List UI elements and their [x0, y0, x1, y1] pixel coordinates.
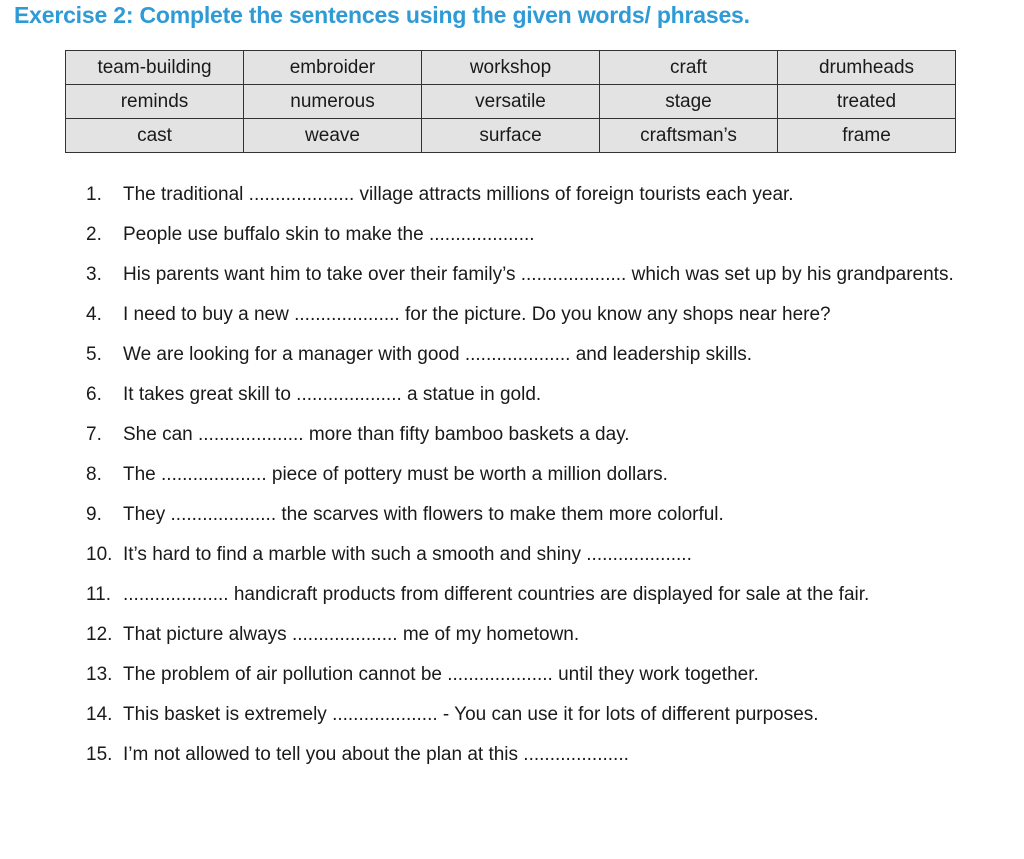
sentence-list	[86, 178, 996, 778]
word-bank-table	[65, 50, 956, 153]
sentence-item	[86, 178, 996, 212]
sentence-item	[86, 338, 996, 372]
sentence-item	[86, 218, 996, 252]
sentence-number: 6.	[86, 384, 102, 405]
sentence-item	[86, 298, 996, 332]
sentence-text: This basket is extremely .................... - You can use it for lots of different purposes.	[123, 704, 819, 725]
sentence-text: That picture always .................... me of my hometown.	[123, 624, 580, 645]
sentence-text: We are looking for a manager with good .................... and leadership skills.	[123, 344, 753, 365]
sentence-number: 5.	[86, 344, 102, 365]
sentence-text: It takes great skill to .................... a statue in gold.	[123, 384, 542, 405]
sentence-item	[86, 698, 996, 732]
sentence-number: 14.	[86, 704, 113, 725]
word-bank-row	[66, 51, 956, 85]
sentence-text: It’s hard to find a marble with such a smooth and shiny ....................	[123, 544, 692, 565]
sentence-number: 2.	[86, 224, 102, 245]
sentence-number: 10.	[86, 544, 113, 565]
exercise-title: Exercise 2: Complete the sentences using the given words/ phrases.	[14, 2, 750, 28]
sentence-text: The .................... piece of pottery must be worth a million dollars.	[123, 464, 668, 485]
sentence-number: 3.	[86, 264, 102, 285]
word-cell: embroider	[244, 51, 422, 85]
sentence-number: 8.	[86, 464, 102, 485]
sentence-item	[86, 738, 996, 772]
sentence-item	[86, 258, 996, 292]
sentence-text: They .................... the scarves with flowers to make them more colorful.	[123, 504, 724, 525]
sentence-number: 12.	[86, 624, 113, 645]
word-bank-row	[66, 85, 956, 119]
sentence-text: I’m not allowed to tell you about the plan at this ....................	[123, 744, 629, 765]
sentence-item	[86, 458, 996, 492]
sentence-number: 15.	[86, 744, 113, 765]
sentence-number: 7.	[86, 424, 102, 445]
sentence-item	[86, 578, 996, 612]
word-cell: workshop	[422, 51, 600, 85]
sentence-text: The traditional .................... village attracts millions of foreign tourists each year.	[123, 184, 794, 205]
sentence-text: She can .................... more than fifty bamboo baskets a day.	[123, 424, 630, 445]
word-cell: surface	[422, 119, 600, 153]
sentence-text: His parents want him to take over their family’s .................... which was set up by his grandparents.	[123, 264, 954, 285]
word-bank-row	[66, 119, 956, 153]
sentence-item	[86, 418, 996, 452]
sentence-text: I need to buy a new .................... for the picture. Do you know any shops near here?	[123, 304, 831, 325]
word-cell: cast	[66, 119, 244, 153]
sentence-text: People use buffalo skin to make the ....................	[123, 224, 535, 245]
word-cell: treated	[778, 85, 956, 119]
sentence-number: 1.	[86, 184, 102, 205]
word-cell: reminds	[66, 85, 244, 119]
sentence-item	[86, 378, 996, 412]
sentence-item	[86, 538, 996, 572]
sentence-number: 9.	[86, 504, 102, 525]
word-cell: versatile	[422, 85, 600, 119]
sentence-text: .................... handicraft products from different countries are displayed for sale at the fair.	[123, 584, 870, 605]
word-cell: stage	[600, 85, 778, 119]
word-cell: numerous	[244, 85, 422, 119]
sentence-number: 4.	[86, 304, 102, 325]
sentence-item	[86, 618, 996, 652]
word-cell: craftsman’s	[600, 119, 778, 153]
sentence-number: 11.	[86, 584, 112, 605]
word-cell: weave	[244, 119, 422, 153]
word-cell: team-building	[66, 51, 244, 85]
word-cell: craft	[600, 51, 778, 85]
sentence-item	[86, 658, 996, 692]
sentence-text: The problem of air pollution cannot be .................... until they work together.	[123, 664, 759, 685]
sentence-number: 13.	[86, 664, 113, 685]
word-cell: drumheads	[778, 51, 956, 85]
sentence-item	[86, 498, 996, 532]
word-cell: frame	[778, 119, 956, 153]
